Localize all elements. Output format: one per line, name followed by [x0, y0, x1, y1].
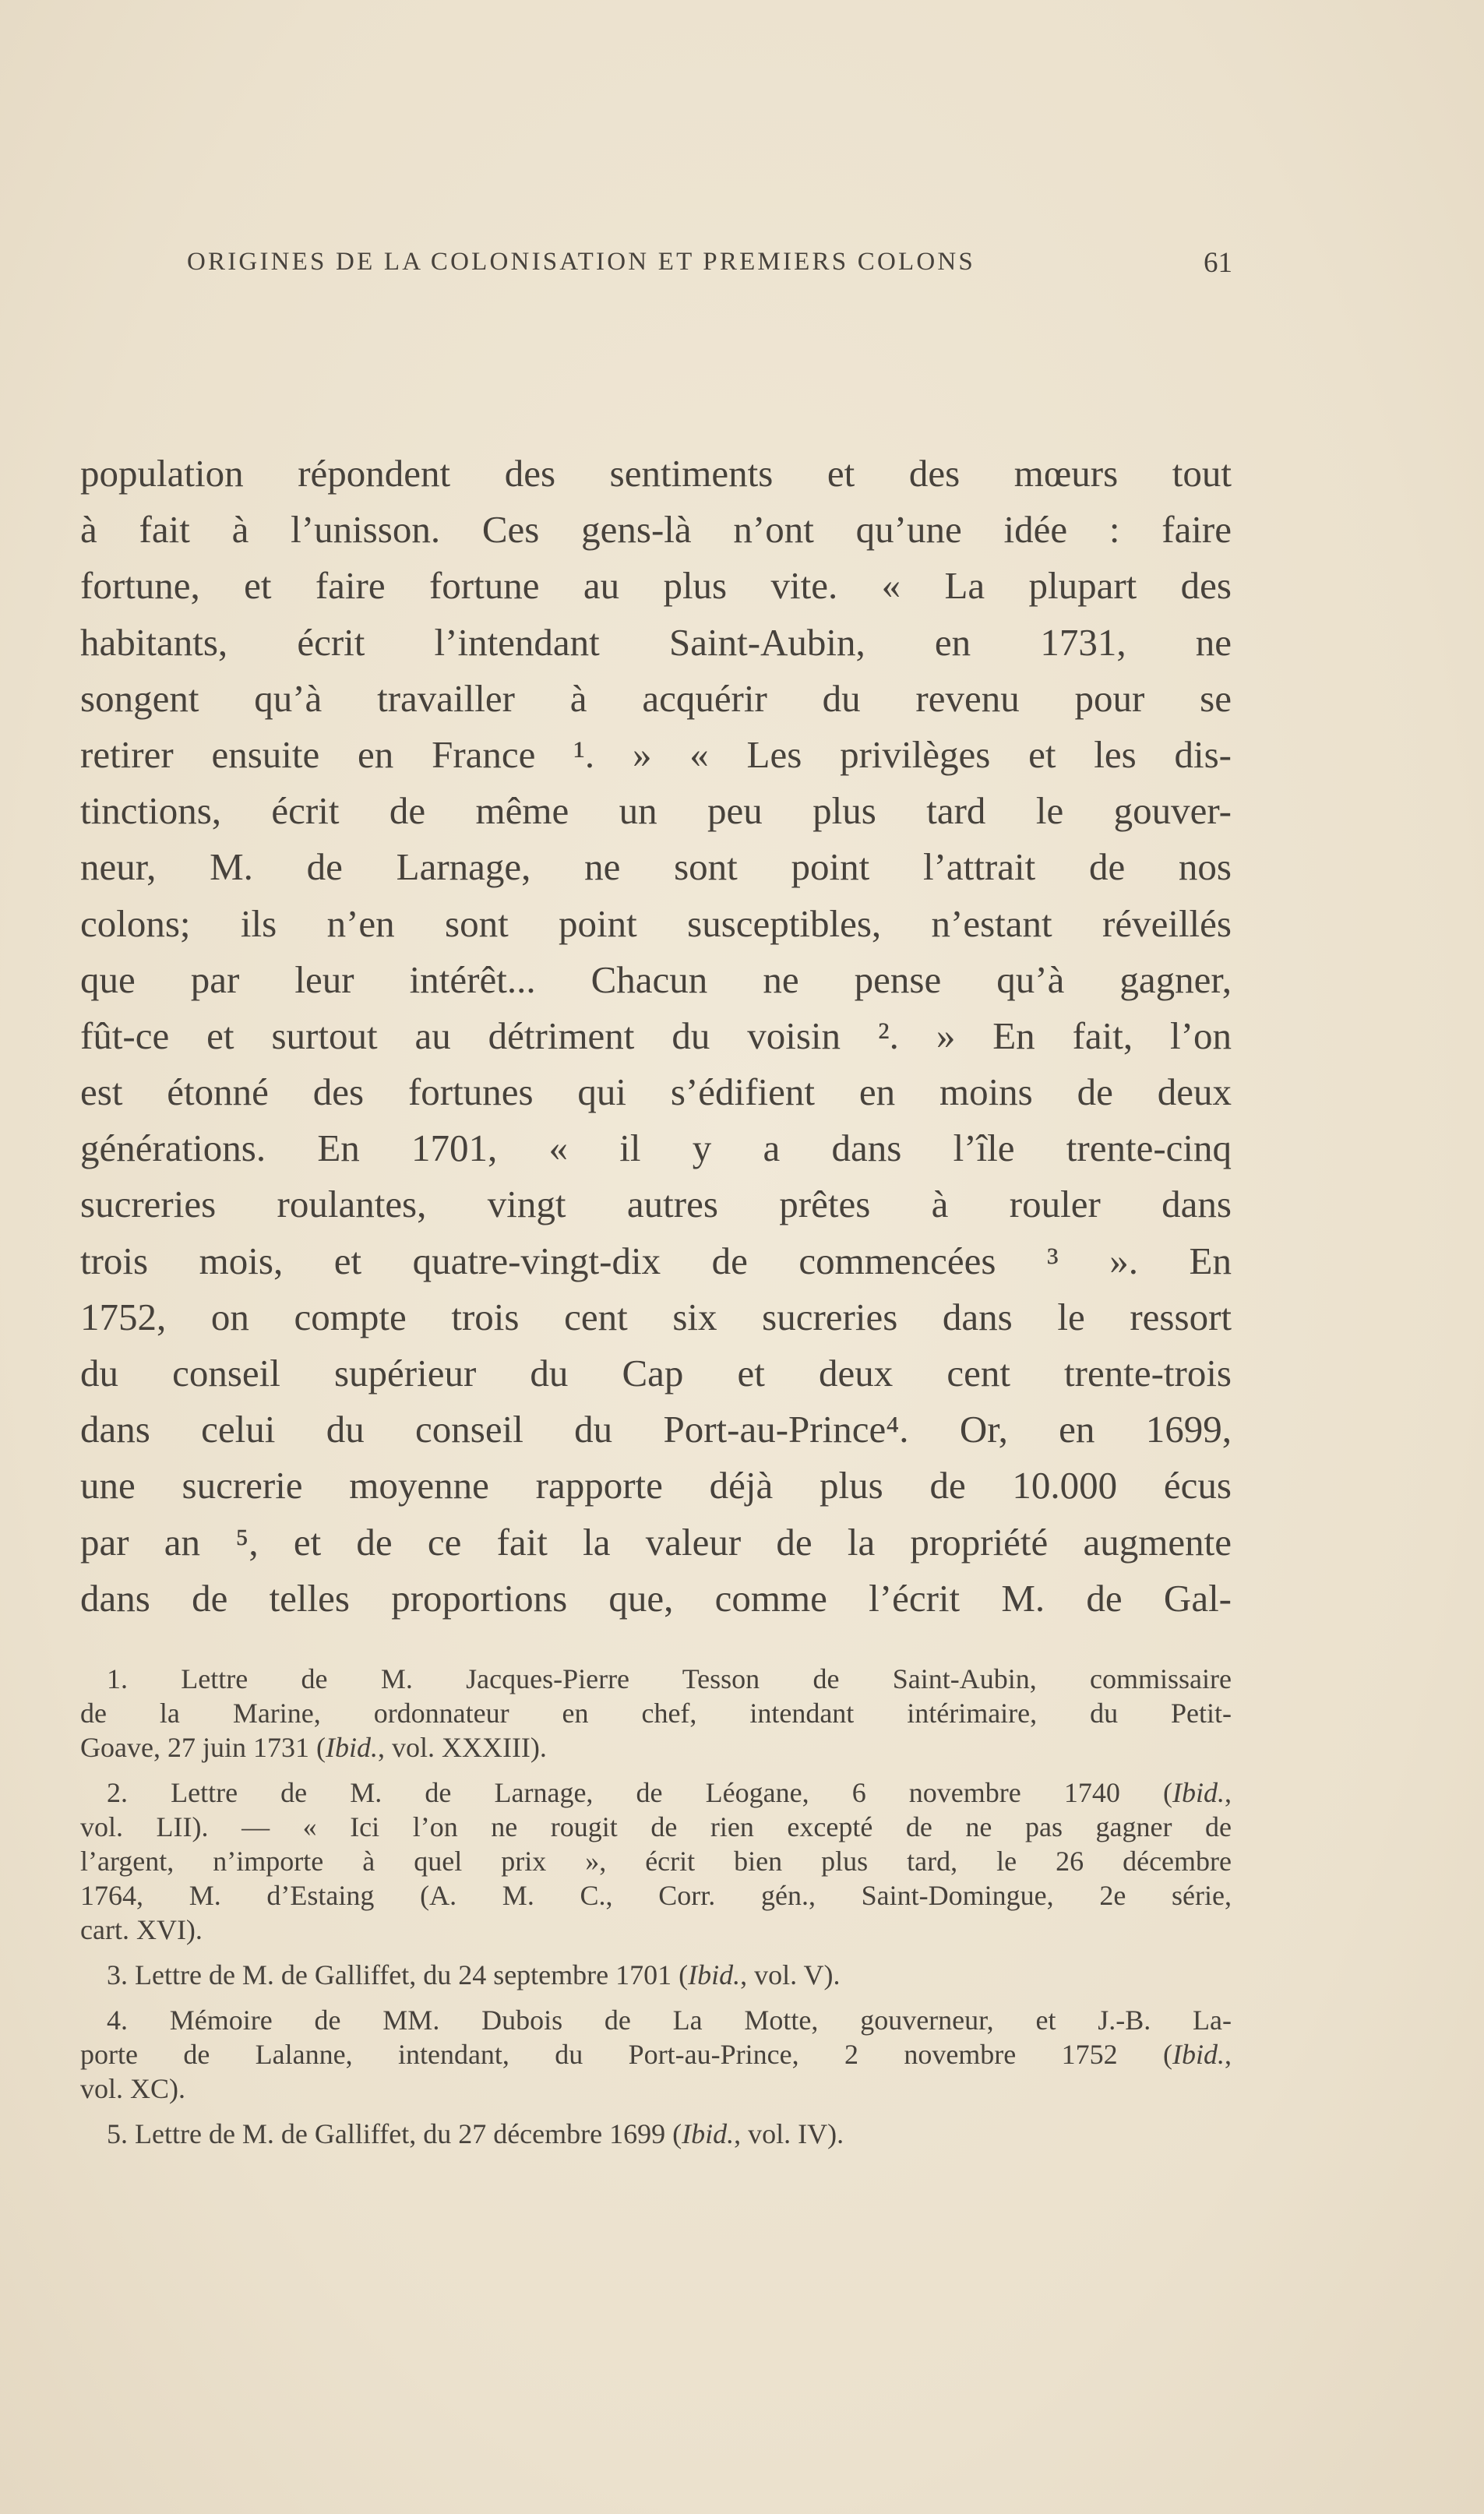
ibid-italic: Ibid. — [682, 2118, 735, 2149]
ibid-italic: Ibid. — [1172, 2039, 1225, 2070]
footnote-5 — [80, 2117, 1232, 2151]
text-line: tinctions, écrit de même un peu plus tard le gouver- — [80, 789, 1232, 833]
footnote-line: 1764, M. d’Estaing (A. M. C., Corr. gén., Saint-Domingue, 2e série, — [80, 1880, 1232, 1911]
page-number: 61 — [1204, 247, 1232, 279]
text-line: fût-ce et surtout au détriment du voisin ². » En fait, l’on — [80, 1014, 1232, 1057]
text-line: à fait à l’unisson. Ces gens-là n’ont qu’une idée : faire — [80, 508, 1232, 552]
text-line: fortune, et faire fortune au plus vite. « La plupart des — [80, 564, 1232, 608]
footnote-line: 3. Lettre de M. de Galliffet, du 24 septembre 1701 (Ibid., vol. V). — [107, 1959, 841, 1990]
text-line: une sucrerie moyenne rapporte déjà plus de 10.000 écus — [80, 1464, 1232, 1507]
running-title: ORIGINES DE LA COLONISATION ET PREMIERS COLONS — [187, 248, 975, 276]
text-line: sucreries roulantes, vingt autres prêtes à rouler dans — [80, 1183, 1232, 1226]
text-line: générations. En 1701, « il y a dans l’île trente-cinq — [80, 1127, 1232, 1170]
text-line: par an ⁵, et de ce fait la valeur de la propriété augmente — [80, 1520, 1232, 1564]
footnote-line: vol. XC). — [80, 2073, 185, 2104]
text-line: dans de telles proportions que, comme l’écrit M. de Gal- — [80, 1576, 1232, 1620]
text-line: retirer ensuite en France ¹. » « Les privilèges et les dis- — [80, 732, 1232, 776]
footnote-line: 5. Lettre de M. de Galliffet, du 27 décembre 1699 (Ibid., vol. IV). — [107, 2118, 844, 2149]
text-line: population répondent des sentiments et des mœurs tout — [80, 452, 1232, 495]
footnote-line: 2. Lettre de M. de Larnage, de Léogane, 6 novembre 1740 (Ibid., — [107, 1777, 1232, 1808]
footnote-line: porte de Lalanne, intendant, du Port-au-Prince, 2 novembre 1752 (Ibid., — [80, 2039, 1232, 2070]
text-line: songent qu’à travailler à acquérir du revenu pour se — [80, 676, 1232, 720]
text-line: du conseil supérieur du Cap et deux cent trente-trois — [80, 1352, 1232, 1395]
footnote-line: l’argent, n’importe à quel prix », écrit bien plus tard, le 26 décembre — [80, 1846, 1232, 1877]
footnote-3 — [80, 1958, 1232, 1992]
body-text — [80, 446, 1232, 1627]
text-line: est étonné des fortunes qui s’édifient en moins de deux — [80, 1070, 1232, 1114]
footnote-line: 4. Mémoire de MM. Dubois de La Motte, gouverneur, et J.-B. La- — [107, 2005, 1232, 2036]
footnote-4 — [80, 2003, 1232, 2106]
footnote-line: cart. XVI). — [80, 1914, 203, 1945]
footnote-line: 1. Lettre de M. Jacques-Pierre Tesson de Saint-Aubin, commissaire — [107, 1663, 1232, 1694]
footnotes — [80, 1662, 1232, 2162]
text-line: dans celui du conseil du Port-au-Prince⁴. Or, en 1699, — [80, 1408, 1232, 1451]
text-line: 1752, on compte trois cent six sucreries dans le ressort — [80, 1295, 1232, 1338]
text-line: habitants, écrit l’intendant Saint-Aubin, en 1731, ne — [80, 620, 1232, 664]
page-header — [187, 248, 1232, 287]
text-line: trois mois, et quatre-vingt-dix de commencées ³ ». En — [80, 1239, 1232, 1282]
footnote-line: de la Marine, ordonnateur en chef, intendant intérimaire, du Petit- — [80, 1698, 1232, 1729]
footnote-1 — [80, 1662, 1232, 1765]
footnote-line: Goave, 27 juin 1731 (Ibid., vol. XXXIII). — [80, 1732, 547, 1763]
ibid-italic: Ibid. — [1172, 1777, 1225, 1808]
text-line: neur, M. de Larnage, ne sont point l’attrait de nos — [80, 845, 1232, 889]
ibid-italic: Ibid. — [325, 1732, 378, 1763]
text-line: colons; ils n’en sont point susceptibles, n’estant réveillés — [80, 901, 1232, 945]
footnote-2 — [80, 1775, 1232, 1947]
ibid-italic: Ibid. — [688, 1959, 741, 1990]
text-line: que par leur intérêt... Chacun ne pense qu’à gagner, — [80, 957, 1232, 1001]
footnote-line: vol. LII). — « Ici l’on ne rougit de rien excepté de ne pas gagner de — [80, 1811, 1232, 1842]
